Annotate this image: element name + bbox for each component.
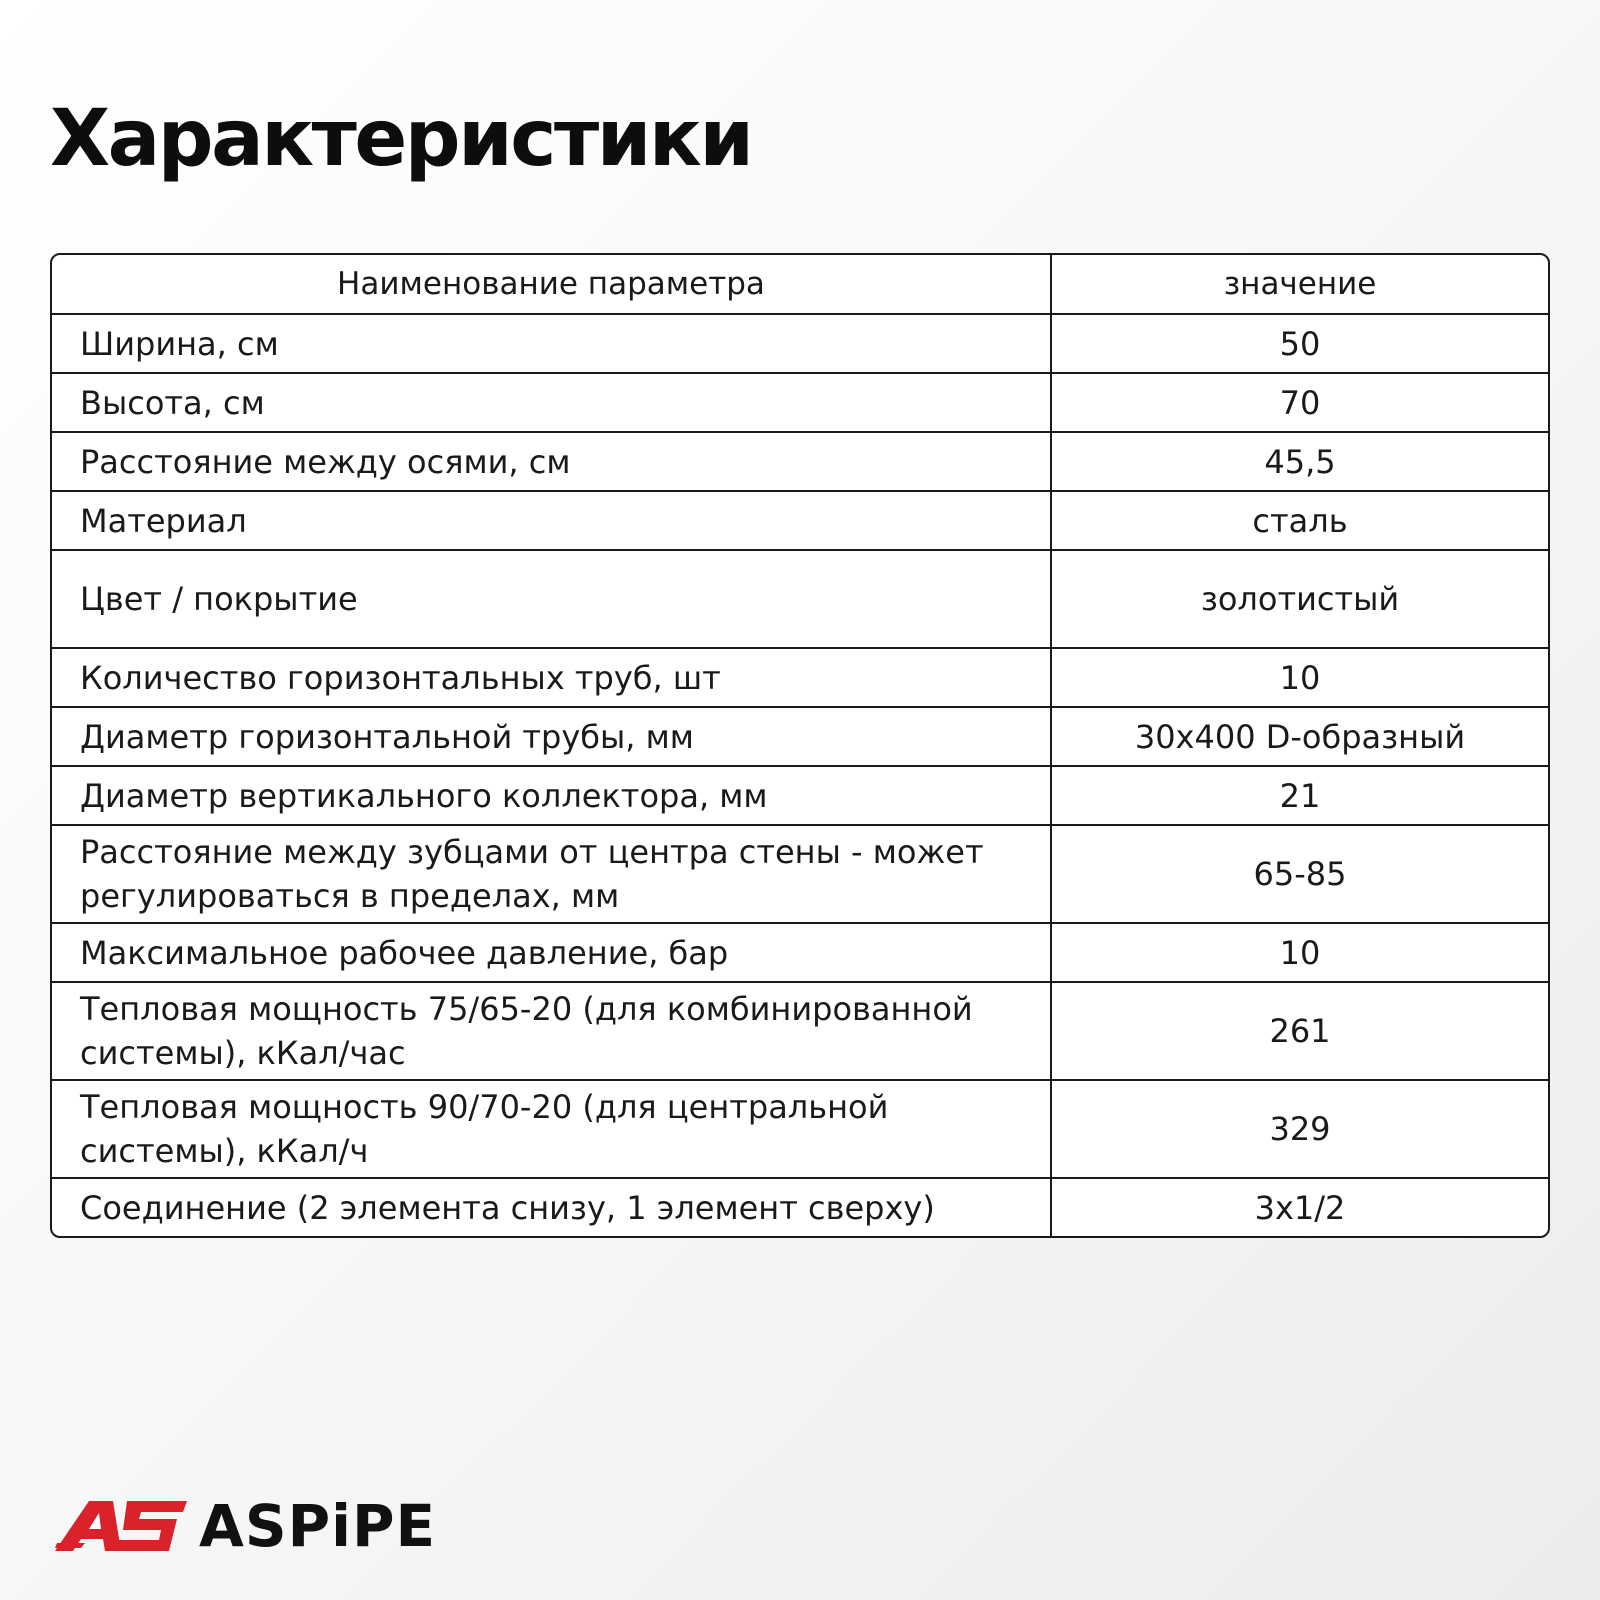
table-row (52, 647, 1548, 706)
as-logo-mark-icon (55, 1501, 187, 1551)
aspipe-logo (55, 1492, 437, 1560)
parameter-value: 50 (1279, 324, 1321, 363)
page-title: Характеристики (50, 94, 752, 184)
parameter-name: Ширина, см (52, 315, 1052, 372)
table-row (52, 706, 1548, 765)
column-header-parameter: Наименование параметра (52, 255, 1052, 313)
table-row (52, 765, 1548, 824)
specifications-table (50, 253, 1550, 1238)
parameter-name: Тепловая мощность 75/65-20 (для комбинированной системы), кКал/час (52, 983, 1052, 1079)
parameter-value: 21 (1279, 776, 1321, 815)
parameter-name: Тепловая мощность 90/70-20 (для центральной системы), кКал/ч (52, 1081, 1052, 1177)
parameter-name: Расстояние между осями, см (52, 433, 1052, 490)
parameter-name: Материал (52, 492, 1052, 549)
table-row (52, 1177, 1548, 1236)
table-header-row (52, 255, 1548, 313)
parameter-value: 10 (1279, 933, 1321, 972)
table-row (52, 549, 1548, 647)
parameter-value: 10 (1279, 658, 1321, 697)
parameter-value: 65-85 (1253, 855, 1347, 893)
parameter-name: Максимальное рабочее давление, бар (52, 924, 1052, 981)
table-row (52, 824, 1548, 922)
parameter-value: 70 (1279, 383, 1321, 422)
table-row (52, 981, 1548, 1079)
parameter-value: сталь (1252, 501, 1348, 540)
parameter-value: 3х1/2 (1254, 1188, 1346, 1227)
parameter-name: Количество горизонтальных труб, шт (52, 649, 1052, 706)
parameter-name: Цвет / покрытие (52, 551, 1052, 647)
table-row (52, 372, 1548, 431)
parameter-name: Диаметр горизонтальной трубы, мм (52, 708, 1052, 765)
brand-name: ASPiPE (199, 1492, 437, 1560)
parameter-value: 329 (1269, 1110, 1331, 1148)
table-row (52, 922, 1548, 981)
parameter-value: 30х400 D-образный (1134, 717, 1466, 756)
parameter-value: 45,5 (1264, 442, 1336, 481)
column-header-value: значение (1223, 266, 1377, 302)
table-row (52, 431, 1548, 490)
parameter-value: 261 (1269, 1012, 1331, 1050)
parameter-name: Расстояние между зубцами от центра стены - может регулироваться в пределах, мм (52, 826, 1052, 922)
table-row (52, 490, 1548, 549)
parameter-name: Высота, см (52, 374, 1052, 431)
table-row (52, 1079, 1548, 1177)
table-row (52, 313, 1548, 372)
parameter-name: Соединение (2 элемента снизу, 1 элемент сверху) (52, 1179, 1052, 1236)
parameter-name: Диаметр вертикального коллектора, мм (52, 767, 1052, 824)
parameter-value: золотистый (1200, 580, 1400, 618)
